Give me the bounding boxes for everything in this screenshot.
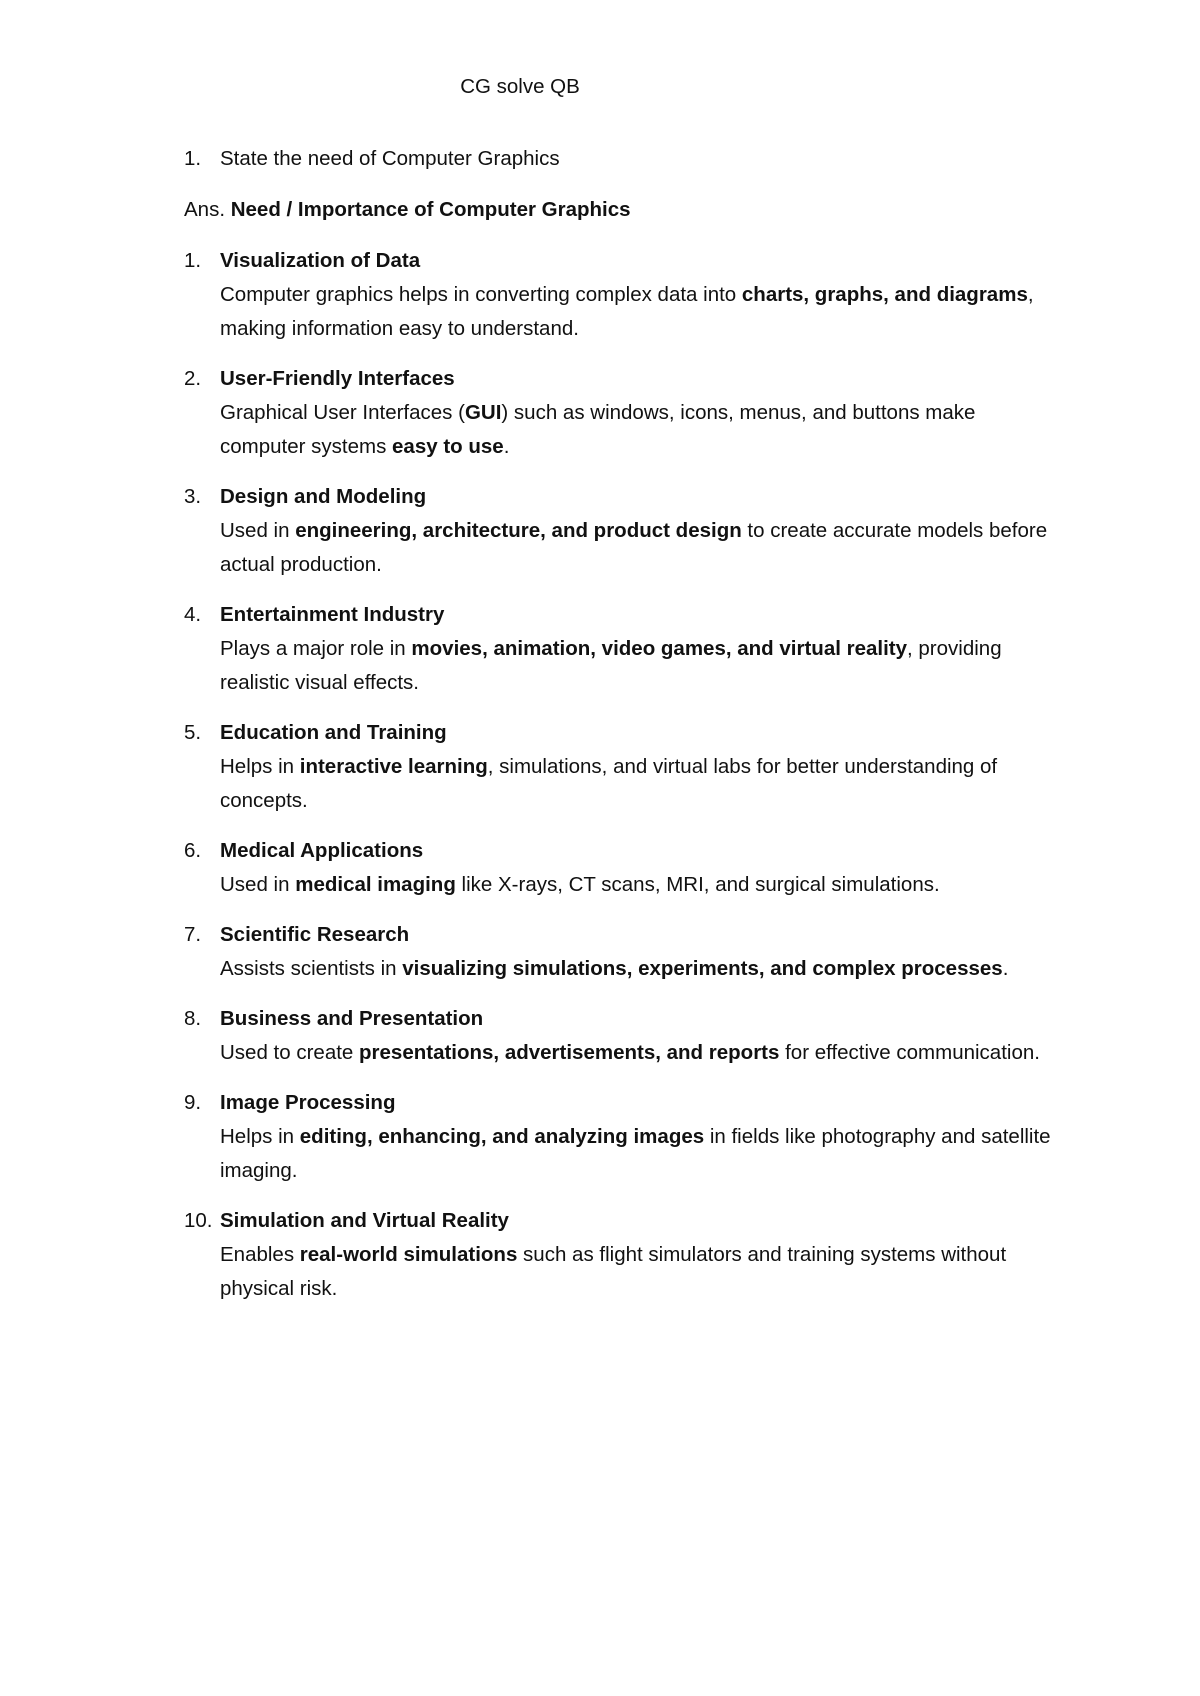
description-emphasis: interactive learning [299,755,488,778]
document-title: CG solve QB [460,75,580,98]
description-text: Computer graphics helps in converting complex data into [220,283,742,306]
list-item-number: 8. [184,1007,202,1030]
list-item-number: 7. [184,923,202,946]
question-text: State the need of Computer Graphics [220,147,560,170]
list-item-number: 6. [184,839,202,862]
description-text: . [503,435,510,458]
list-item-heading: Entertainment Industry [220,603,445,626]
description-text: . [1002,957,1009,980]
question-number: 1. [184,147,202,170]
description-emphasis: charts, graphs, and diagrams [741,283,1028,306]
description-text: Assists scientists in [220,957,403,980]
description-text: for effective communication. [779,1041,1040,1064]
list-item [184,480,1064,582]
description-text: Enables [220,1243,300,1266]
description-text: in fields like photography and satellite imaging. [220,1125,1051,1182]
list-item-heading: Medical Applications [220,839,424,862]
list-item-heading: Image Processing [220,1091,396,1114]
description-text: Used in [220,873,296,896]
answer-list [184,244,1064,1322]
description-text: Helps in [220,755,300,778]
list-item-number: 9. [184,1091,202,1114]
list-item-heading: Scientific Research [220,923,410,946]
list-item-heading: Design and Modeling [220,485,427,508]
list-item-heading: Simulation and Virtual Reality [220,1209,509,1232]
answer-heading-line [184,193,631,227]
list-item-description [220,868,1064,902]
list-item-description [220,952,1064,986]
description-text: Helps in [220,1125,300,1148]
description-text: Used in [220,519,296,542]
description-text: to create accurate models before actual production. [220,519,1048,576]
description-emphasis: easy to use [392,435,504,458]
description-text: ) such as windows, icons, menus, and buttons make computer systems [220,401,976,458]
list-item-number: 2. [184,367,202,390]
list-item [184,362,1064,464]
description-text: Plays a major role in [220,637,412,660]
description-emphasis: editing, enhancing, and analyzing images [299,1125,705,1148]
list-item-number: 1. [184,249,202,272]
answer-prefix: Ans. [184,198,231,221]
list-item [184,1002,1064,1070]
list-item [184,244,1064,346]
list-item-description [220,1120,1064,1188]
description-text: such as flight simulators and training systems without physical risk. [220,1243,1007,1300]
description-emphasis: GUI [464,401,502,424]
list-item-description [220,632,1064,700]
list-item-heading: User-Friendly Interfaces [220,367,455,390]
list-item-heading: Visualization of Data [220,249,421,272]
list-item-description [220,750,1064,818]
question [184,142,560,176]
list-item-description [220,1036,1064,1070]
description-text: Used to create [220,1041,360,1064]
list-item-number: 10. [184,1209,213,1232]
list-item [184,1204,1064,1306]
list-item [184,598,1064,700]
list-item-description [220,278,1064,346]
answer-heading: Need / Importance of Computer Graphics [230,198,631,221]
list-item [184,918,1064,986]
list-item [184,716,1064,818]
list-item-heading: Education and Training [220,721,447,744]
description-emphasis: engineering, architecture, and product design [295,519,742,542]
description-text: Graphical User Interfaces ( [220,401,465,424]
description-text: , providing realistic visual effects. [220,637,1002,694]
description-emphasis: medical imaging [295,873,456,896]
description-emphasis: movies, animation, video games, and virtual reality [411,637,908,660]
list-item-number: 3. [184,485,202,508]
list-item-description [220,514,1064,582]
list-item [184,1086,1064,1188]
description-emphasis: real-world simulations [299,1243,518,1266]
list-item-description [220,1238,1064,1306]
list-item-description [220,396,1064,464]
description-text: like X-rays, CT scans, MRI, and surgical simulations. [455,873,940,896]
list-item [184,834,1064,902]
list-item-number: 4. [184,603,202,626]
list-item-number: 5. [184,721,202,744]
description-emphasis: presentations, advertisements, and reports [359,1041,780,1064]
description-emphasis: visualizing simulations, experiments, and complex processes [402,957,1003,980]
description-text: , simulations, and virtual labs for better understanding of concepts. [220,755,998,812]
list-item-heading: Business and Presentation [220,1007,484,1030]
description-text: , making information easy to understand. [220,283,1034,340]
